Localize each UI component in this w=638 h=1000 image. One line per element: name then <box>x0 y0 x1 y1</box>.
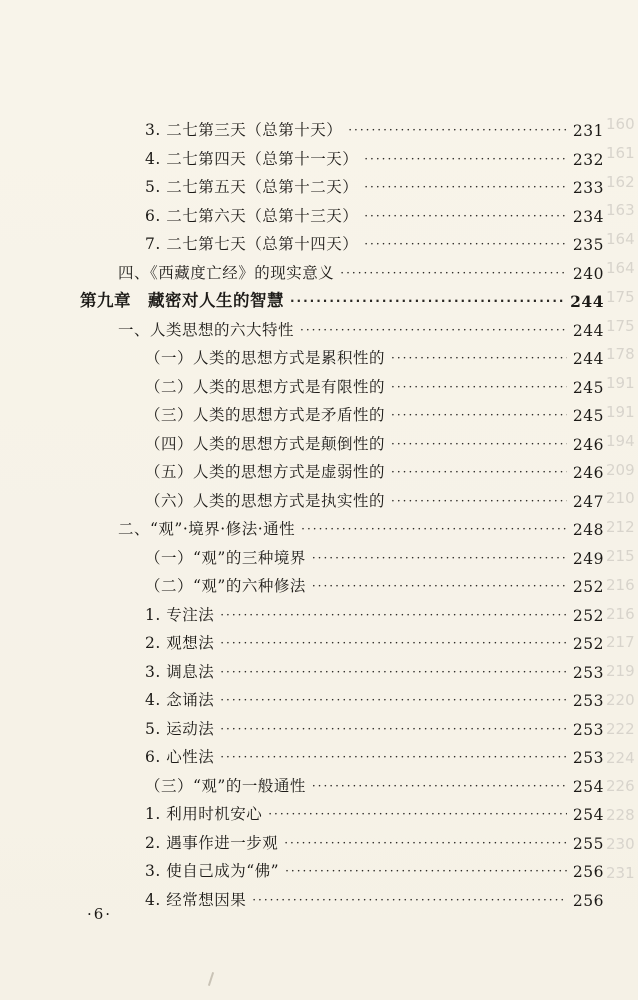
leader-dots <box>300 323 567 340</box>
toc-entry-label: 4. 念诵法 <box>145 691 215 709</box>
toc-entry-page: 245 <box>572 407 604 425</box>
bleed-number: 216 <box>606 604 635 623</box>
leader-dots <box>391 351 567 368</box>
toc-entry-label: （四）人类的思想方式是颠倒性的 <box>145 434 386 453</box>
leader-dots <box>220 693 567 710</box>
toc-entry-page: 249 <box>572 549 604 568</box>
leader-dots <box>220 722 567 739</box>
toc-entry-page: 255 <box>572 834 604 853</box>
toc-entry-page: 252 <box>572 578 604 596</box>
bleed-number: 175 <box>606 316 635 335</box>
bleed-number: 219 <box>606 662 635 681</box>
toc-entry <box>145 454 604 482</box>
leader-dots <box>312 779 567 796</box>
toc-entry-label: 第九章 藏密对人生的智慧 <box>80 291 284 310</box>
leader-dots <box>301 522 567 539</box>
toc-entry-page: 253 <box>572 749 604 767</box>
toc-entry-label: 一、人类思想的六大特性 <box>118 320 295 339</box>
toc-entry-label: （六）人类的思想方式是执实性的 <box>145 491 386 510</box>
toc-entry-label: 6. 心性法 <box>145 748 215 766</box>
toc-entry <box>145 682 604 710</box>
toc-entry-page: 233 <box>572 179 604 197</box>
bleed-number: 178 <box>606 345 635 364</box>
leader-dots <box>312 551 567 568</box>
toc-entry <box>145 853 604 881</box>
toc-entry <box>145 141 604 169</box>
toc-entry <box>145 568 604 596</box>
bleed-through-numbers <box>600 105 638 905</box>
leader-dots <box>284 836 567 853</box>
toc-entry-label: 1. 利用时机安心 <box>145 805 263 823</box>
toc-entry-label: （三）人类的思想方式是矛盾性的 <box>145 406 386 424</box>
bleed-number: 175 <box>606 287 635 306</box>
leader-dots <box>364 152 567 169</box>
toc-entry-page: 254 <box>572 777 604 796</box>
toc-entry <box>80 283 604 311</box>
toc-entry-label: 5. 二七第五天（总第十二天） <box>145 178 359 196</box>
toc-entry-page: 247 <box>572 492 604 511</box>
bleed-number: 162 <box>606 172 635 191</box>
leader-dots <box>364 180 567 197</box>
bleed-number: 160 <box>606 115 635 133</box>
toc-entry <box>145 397 604 425</box>
toc-entry-label: 6. 二七第六天（总第十三天） <box>145 206 359 225</box>
toc-entry-label: 1. 专注法 <box>145 605 215 624</box>
bleed-number: 164 <box>606 259 635 277</box>
toc-entry-label: （五）人类的思想方式是虚弱性的 <box>145 463 386 481</box>
toc-entry-label: 四、《西藏度亡经》的现实意义 <box>118 263 335 282</box>
toc-entry-page: 256 <box>572 863 604 881</box>
toc-entry <box>118 255 604 283</box>
toc-entry-label: 2. 观想法 <box>145 634 215 652</box>
leader-dots <box>391 465 567 482</box>
toc-entry <box>145 654 604 682</box>
toc-entry <box>145 625 604 653</box>
toc-entry <box>145 796 604 824</box>
toc-entry-page: 252 <box>572 635 604 653</box>
bleed-number: 161 <box>606 143 635 162</box>
toc-entry-label: （一）“观”的三种境界 <box>145 548 306 567</box>
toc-entry-page: 231 <box>572 122 604 140</box>
bleed-number: 230 <box>606 835 635 853</box>
leader-dots <box>364 209 567 226</box>
toc-entry-label: 2. 遇事作进一步观 <box>145 833 279 852</box>
toc-entry <box>145 426 604 454</box>
toc-entry-page: 244 <box>572 350 604 368</box>
page-number: ·6· <box>87 905 113 923</box>
toc-entry-page: 234 <box>572 207 604 226</box>
leader-dots <box>220 636 567 653</box>
paper-mark <box>208 972 214 986</box>
toc-entry <box>145 112 604 140</box>
leader-dots <box>348 123 567 140</box>
toc-entry-page: 252 <box>572 606 604 625</box>
toc-entry-label: 5. 运动法 <box>145 719 215 738</box>
toc-entry <box>118 511 604 539</box>
leader-dots <box>391 494 567 511</box>
bleed-number: 222 <box>606 719 635 738</box>
bleed-number: 164 <box>606 230 635 249</box>
bleed-number: 209 <box>606 460 635 479</box>
toc-entry-page: 244 <box>572 321 604 340</box>
leader-dots <box>220 608 567 625</box>
bleed-number: 212 <box>606 518 635 537</box>
toc-entry <box>145 825 604 853</box>
toc-entry-page: 246 <box>572 464 604 482</box>
toc-entry <box>145 226 604 254</box>
bleed-number: 216 <box>606 575 635 594</box>
toc-entry <box>145 540 604 568</box>
toc-entry-label: 3. 调息法 <box>145 662 215 681</box>
toc-entry-page: 254 <box>572 806 604 824</box>
bleed-number: 191 <box>606 403 635 421</box>
toc-entry-page: 253 <box>572 720 604 739</box>
toc-entry-page: 253 <box>572 663 604 682</box>
leader-dots <box>391 380 567 397</box>
leader-dots <box>340 266 567 283</box>
leader-dots <box>364 237 567 254</box>
bleed-number: 191 <box>606 374 635 393</box>
toc-entry-label: （三）“观”的一般通性 <box>145 776 306 795</box>
toc-entry <box>145 369 604 397</box>
bleed-number: 226 <box>606 777 635 796</box>
toc-entry <box>145 711 604 739</box>
toc-entry <box>145 597 604 625</box>
toc-entry-page: 248 <box>572 521 604 539</box>
toc-entry <box>145 198 604 226</box>
toc-entry <box>145 882 604 910</box>
leader-dots <box>290 294 564 311</box>
toc-entry-page: 235 <box>572 236 604 254</box>
toc-entry-label: 4. 二七第四天（总第十一天） <box>145 149 359 168</box>
toc-entry-page: 253 <box>572 692 604 710</box>
toc-entry-label: （一）人类的思想方式是累积性的 <box>145 349 386 367</box>
bleed-number: 163 <box>606 201 635 220</box>
toc-entry-label: 二、“观”·境界·修法·通性 <box>118 520 296 538</box>
bleed-number: 228 <box>606 806 635 825</box>
toc-entry <box>145 483 604 511</box>
toc-entry <box>145 169 604 197</box>
toc-entry-label: （二）人类的思想方式是有限性的 <box>145 377 386 396</box>
leader-dots <box>312 579 567 596</box>
leader-dots <box>285 864 567 881</box>
toc-entry-page: 246 <box>572 435 604 454</box>
toc-entry-label: 7. 二七第七天（总第十四天） <box>145 235 359 253</box>
bleed-number: 194 <box>606 431 635 450</box>
leader-dots <box>220 750 567 767</box>
leader-dots <box>252 893 567 910</box>
toc-entry-page: 256 <box>572 891 604 910</box>
leader-dots <box>391 408 567 425</box>
toc-entry-label: 4. 经常想因果 <box>145 890 247 909</box>
toc-entry-label: （二）“观”的六种修法 <box>145 577 306 595</box>
bleed-number: 217 <box>606 633 635 652</box>
leader-dots <box>220 665 567 682</box>
bleed-number: 224 <box>606 748 635 767</box>
bleed-number: 215 <box>606 547 635 565</box>
toc-entry-page: 244 <box>570 292 604 311</box>
bleed-number: 231 <box>606 863 635 882</box>
toc-entry-page: 232 <box>572 150 604 169</box>
toc-entry-page: 240 <box>572 264 604 283</box>
toc-entry-label: 3. 使自己成为“佛” <box>145 862 280 880</box>
toc-entry <box>145 340 604 368</box>
toc-entry <box>118 312 604 340</box>
toc-entry-page: 245 <box>572 378 604 397</box>
leader-dots <box>268 807 567 824</box>
bleed-number: 210 <box>606 489 635 508</box>
toc-entry <box>145 739 604 767</box>
toc-entry-label: 3. 二七第三天（总第十天） <box>145 121 343 139</box>
toc-entry <box>145 768 604 796</box>
leader-dots <box>391 437 567 454</box>
bleed-number: 220 <box>606 691 635 709</box>
